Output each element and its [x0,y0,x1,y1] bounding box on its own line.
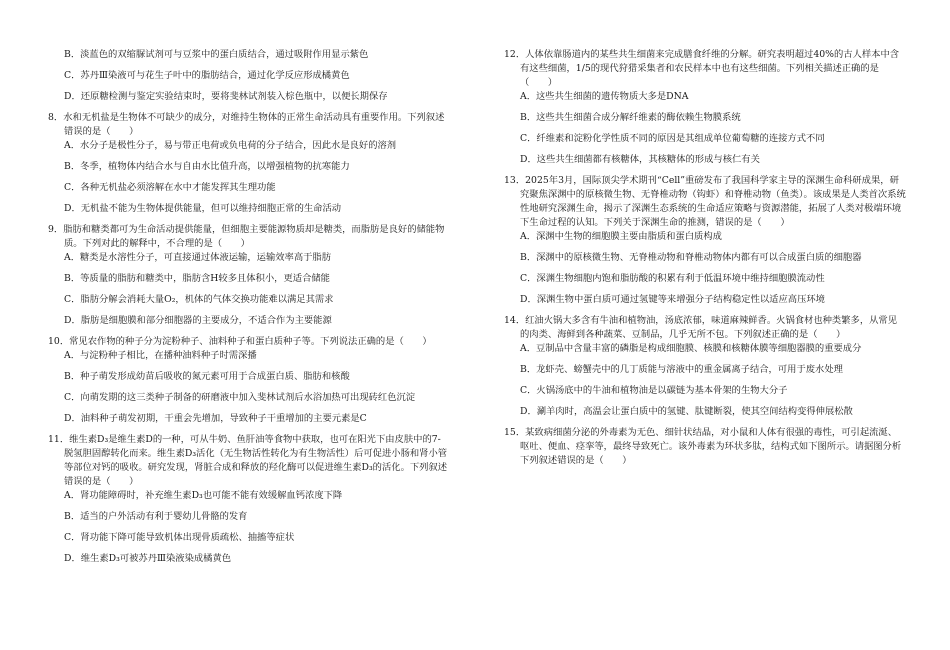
option-c: C．火锅汤底中的牛油和植物油是以碳链为基本骨架的生物大分子 [520,385,788,396]
option-c: C．肾功能下降可能导致机体出现骨质疏松、抽搐等症状 [64,532,295,543]
question-stem: 9．脂肪和糖类都可为生命活动提供能量，但细胞主要能源物质却是糖类，而脂肪是良好的储能物质。下列对此的解释中，不合理的是（ ） [48,224,445,249]
option-a: A．豆制品中含量丰富的磷脂是构成细胞膜、核膜和核糖体膜等细胞器膜的重要成分 [520,343,862,354]
question-stem: 13．2025年3月，国际顶尖学术期刊“Cell”重磅发布了我国科学家主导的深渊生命科研成果，研究聚焦深渊中的原核微生物、无脊椎动物（钩虾）和脊椎动物（鱼类）。该成果是人类首次系统性地研究深渊生命，揭示了深渊生态系统的生命适应策略与资源潜能，拓展了人类对极端环境下生命过程的认知。下列关于深渊生命的推测，错误的是（ ） [504,175,906,228]
option-b: B．等质量的脂肪和糖类中，脂肪含H较多且体积小，更适合储能 [64,273,330,284]
option-d: D．还原糖检测与鉴定实验结束时，要将斐林试剂装入棕色瓶中，以便长期保存 [64,91,388,102]
right-column [504,48,906,475]
question-14 [504,314,906,419]
option-d: D．涮羊肉时，高温会让蛋白质中的氢键、肽键断裂，使其空间结构变得伸展松散 [520,406,853,417]
option-a: A．糖类是水溶性分子，可直接通过体液运输，运输效率高于脂肪 [64,252,332,263]
option-d: D．深渊生物中蛋白质可通过氢键等来增强分子结构稳定性以适应高压环境 [520,294,825,305]
question-stem: 14．红油火锅大多含有牛油和植物油，汤底浓郁，味道麻辣鲜香。火锅食材也种类繁多，从常见的肉类、海鲜到各种蔬菜、豆制品，几乎无所不包。下列叙述正确的是（ ） [504,315,898,340]
option-a: A．水分子是极性分子，易与带正电荷或负电荷的分子结合，因此水是良好的溶剂 [64,140,397,151]
question-stem: 8．水和无机盐是生物体不可缺少的成分，对维持生物体的正常生命活动具有重要作用。下列叙述错误的是（ ） [48,112,445,137]
option-b: B．适当的户外活动有利于婴幼儿骨骼的发育 [64,511,248,522]
question-stem: 12．人体依靠肠道内的某些共生细菌来完成膳食纤维的分解。研究表明超过40%的古人样本中含有这些细菌，1/5的现代狩猎采集者和农民样本中也有这些细菌。下列相关描述正确的是（ ） [504,49,900,88]
option-c: C．各种无机盐必须溶解在水中才能发挥其生理功能 [64,182,276,193]
option-a: A．深渊中生物的细胞膜主要由脂质和蛋白质构成 [520,231,722,242]
option-b: B．深渊中的原核微生物、无脊椎动物和脊椎动物体内都有可以合成蛋白质的细胞器 [520,252,862,263]
option-d: D．无机盐不能为生物体提供能量，但可以维持细胞正常的生命活动 [64,203,342,214]
question-15 [504,426,906,468]
option-c: C．向萌发期的这三类种子制备的研磨液中加入斐林试剂后水浴加热可出现砖红色沉淀 [64,392,416,403]
option-d: D．油料种子萌发初期，干重会先增加，导致种子干重增加的主要元素是C [64,413,367,424]
option-b: B．淡蓝色的双缩脲试剂可与豆浆中的蛋白质结合，通过吸附作用显示紫色 [64,49,369,60]
question-stem: 10．常见农作物的种子分为淀粉种子、油料种子和蛋白质种子等。下列说法正确的是（ ） [48,336,432,347]
option-c: C．纤维素和淀粉化学性质不同的原因是其组成单位葡萄糖的连接方式不同 [520,133,825,144]
question-stem: 15．某致病细菌分泌的外毒素为无色、细针状结晶，对小鼠和人体有很强的毒性，可引起流涎、呕吐、便血、痉挛等，最终导致死亡。该外毒素为环状多肽，结构式如下图所示。请据图分析下列叙述错误的是（ ） [504,427,902,466]
option-d: D．脂肪是细胞膜和部分细胞器的主要成分，不适合作为主要能源 [64,315,332,326]
option-b: B．这些共生细菌合成分解纤维素的酶依赖生物膜系统 [520,112,741,123]
option-c: C．深渊生物细胞内饱和脂肪酸的积累有利于低温环境中维持细胞膜流动性 [520,273,825,284]
option-b: B．种子萌发形成幼苗后吸收的氮元素可用于合成蛋白质、脂肪和核酸 [64,371,350,382]
option-c: C．苏丹Ⅲ染液可与花生子叶中的脂肪结合，通过化学反应形成橘黄色 [64,70,350,81]
option-a: A．肾功能障碍时，补充维生素D₃也可能不能有效缓解血钙浓度下降 [64,490,343,501]
option-a: A．与淀粉种子相比，在播种油料种子时需深播 [64,350,257,361]
left-column [48,48,448,573]
option-b: B．冬季，植物体内结合水与自由水比值升高，以增强植物的抗寒能力 [64,161,350,172]
option-b: B．龙虾壳、螃蟹壳中的几丁质能与溶液中的重金属离子结合，可用于废水处理 [520,364,843,375]
question-10 [48,335,448,426]
option-d: D．这些共生细菌都有核糖体，其核糖体的形成与核仁有关 [520,154,760,165]
question-stem: 11．维生素D₃是维生素D的一种，可从牛奶、鱼肝油等食物中获取，也可在阳光下由皮肤中的7-脱氢胆固醇转化而来。维生素D₃活化（无生物活性转化为有生物活性）后可促进小肠和肾小管等部位对钙的吸收。研究发现，肾脏合成和释放的羟化酶可以促进维生素D₃的活化。下列叙述错误的是（ ） [48,434,448,487]
question-8 [48,111,448,216]
option-c: C．脂肪分解会消耗大量O₂，机体的气体交换功能难以满足其需求 [64,294,334,305]
option-a: A．这些共生细菌的遗传物质大多是DNA [520,91,689,102]
question-9 [48,223,448,328]
option-d: D．维生素D₃可被苏丹Ⅲ染液染成橘黄色 [64,553,232,564]
question-13 [504,174,906,307]
question-12 [504,48,906,167]
question-11 [48,433,448,566]
